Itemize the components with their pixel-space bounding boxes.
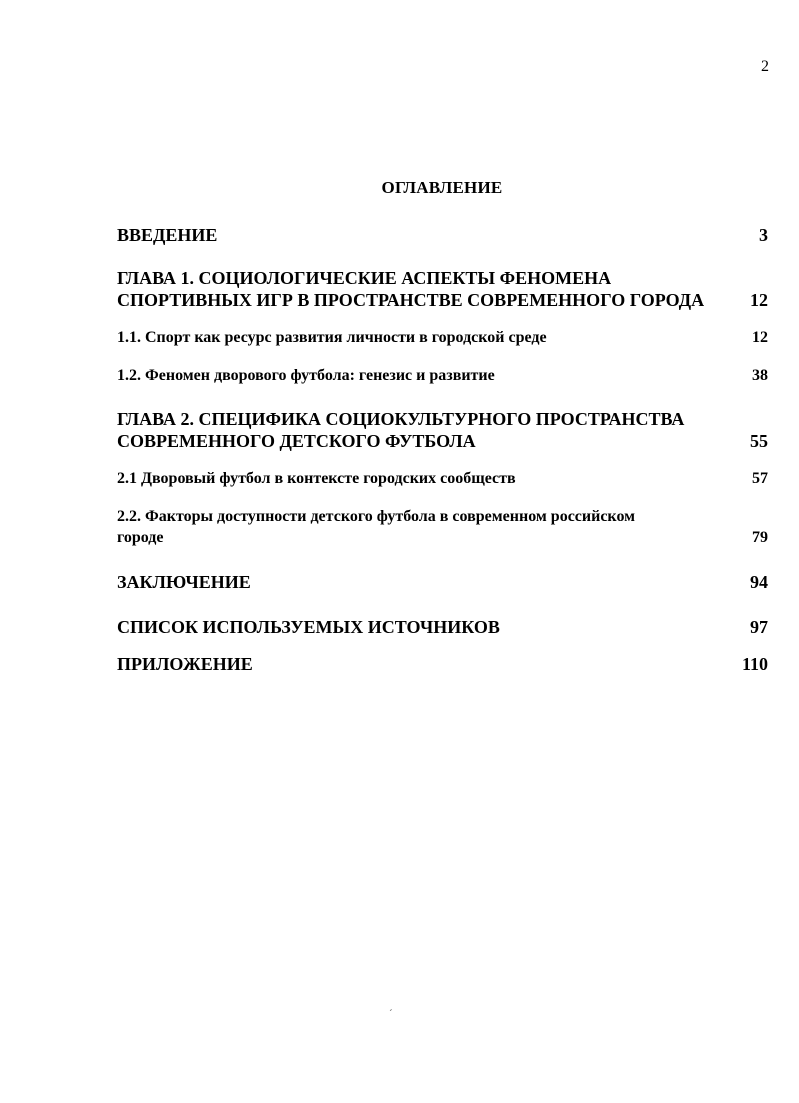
toc-entry-page: 38 bbox=[752, 367, 768, 384]
toc-entry-section-1-1 bbox=[117, 327, 768, 348]
toc-entry-chapter-1 bbox=[117, 267, 768, 311]
toc-entry-chapter-2 bbox=[117, 408, 768, 452]
toc-entry-page: 12 bbox=[752, 329, 768, 346]
toc-entry-label bbox=[117, 365, 495, 386]
toc-entry-label bbox=[117, 506, 635, 548]
toc-entry-label bbox=[117, 267, 704, 311]
toc-entry-label bbox=[117, 224, 217, 246]
toc-entry-line: 1.2. Феномен дворового футбола: генезис и развитие bbox=[117, 367, 495, 384]
toc-entry-line: ГЛАВА 1. СОЦИОЛОГИЧЕСКИЕ АСПЕКТЫ ФЕНОМЕНА bbox=[117, 268, 612, 288]
scan-mark: ˊ bbox=[389, 1008, 393, 1020]
toc-entry-page: 97 bbox=[750, 617, 768, 637]
toc-entry-page: 57 bbox=[752, 470, 768, 487]
toc-entry-page: 110 bbox=[741, 654, 768, 674]
toc-entry-line: 2.1 Дворовый футбол в контексте городских сообществ bbox=[117, 470, 516, 487]
toc-entry-page: 12 bbox=[750, 290, 768, 310]
toc-entry-page: 94 bbox=[750, 572, 768, 592]
toc-entry-page: 3 bbox=[759, 225, 768, 245]
toc-entry-page: 55 bbox=[750, 431, 768, 451]
toc-entry-section-2-2 bbox=[117, 506, 768, 548]
toc-entry-line: ПРИЛОЖЕНИЕ bbox=[117, 654, 253, 674]
toc-entry-references bbox=[117, 616, 768, 638]
toc-entry-label bbox=[117, 653, 253, 675]
toc-entry-line: ВВЕДЕНИЕ bbox=[117, 225, 218, 245]
toc-entry-line: ЗАКЛЮЧЕНИЕ bbox=[117, 572, 251, 592]
toc-entry-page: 79 bbox=[752, 529, 768, 546]
toc-entry-label bbox=[117, 408, 684, 452]
page-number: 2 bbox=[761, 58, 769, 75]
toc-entry-conclusion bbox=[117, 571, 768, 593]
toc-entry-label bbox=[117, 616, 500, 638]
toc-title: ОГЛАВЛЕНИЕ bbox=[381, 178, 503, 197]
toc-entry-line: ГЛАВА 2. СПЕЦИФИКА СОЦИОКУЛЬТУРНОГО ПРОСТРАНСТВА bbox=[117, 409, 685, 429]
toc-entry-line: 1.1. Спорт как ресурс развития личности в городской среде bbox=[117, 329, 547, 346]
toc-entry-line: СПИСОК ИСПОЛЬЗУЕМЫХ ИСТОЧНИКОВ bbox=[117, 617, 500, 637]
toc-entry-label bbox=[117, 468, 516, 489]
toc-entry-section-1-2 bbox=[117, 365, 768, 386]
toc-entry-introduction bbox=[117, 224, 768, 246]
toc-entry-line: СОВРЕМЕННОГО ДЕТСКОГО ФУТБОЛА bbox=[117, 431, 476, 451]
toc-entry-line: городе bbox=[117, 529, 164, 546]
toc-entry-label bbox=[117, 571, 251, 593]
toc-entry-label bbox=[117, 327, 547, 348]
toc-entry-line: СПОРТИВНЫХ ИГР В ПРОСТРАНСТВЕ СОВРЕМЕННОГО ГОРОДА bbox=[117, 290, 705, 310]
toc-entry-appendix bbox=[117, 653, 768, 675]
toc-entry-line: 2.2. Факторы доступности детского футбола в современном российском bbox=[117, 508, 636, 525]
toc-entry-section-2-1 bbox=[117, 468, 768, 489]
